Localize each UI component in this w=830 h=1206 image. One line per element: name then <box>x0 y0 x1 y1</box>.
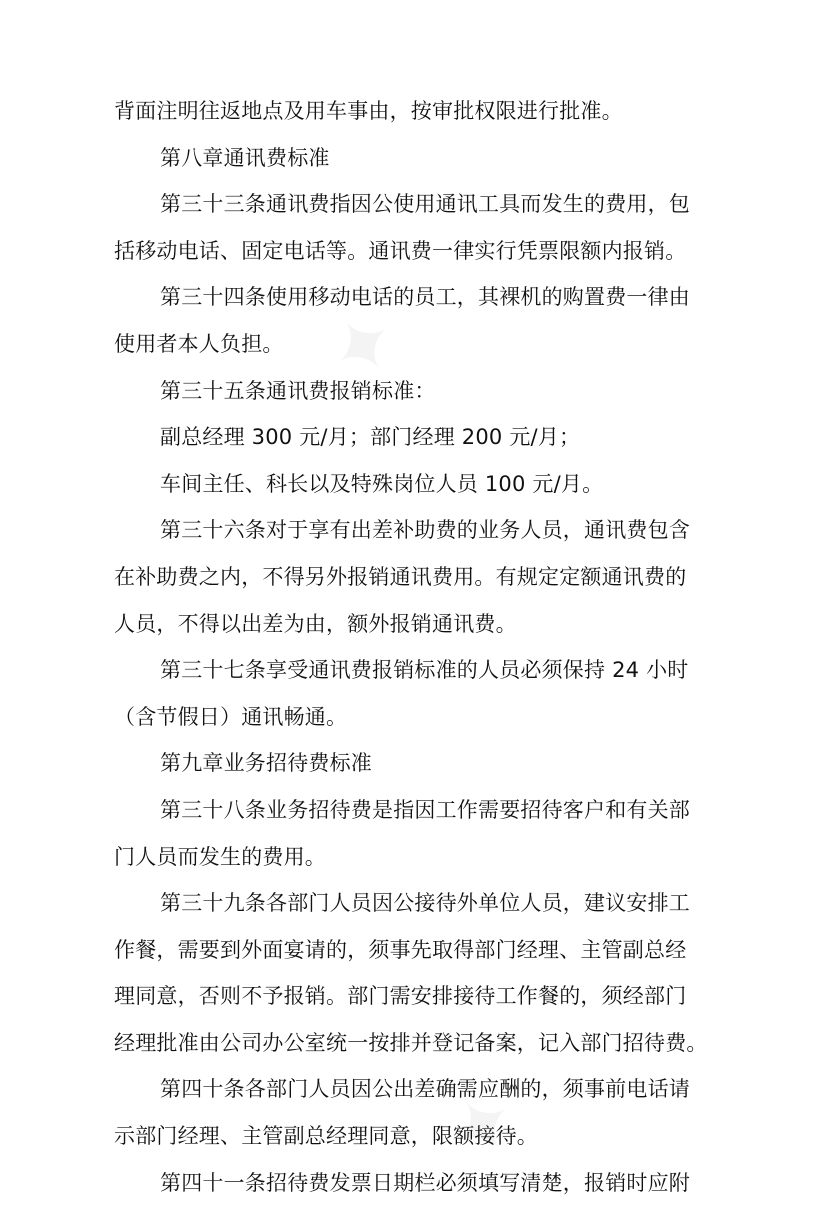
article-40: 第四十条各部门人员因公出差确需应酬的，须事前电话请 <box>160 1077 690 1102</box>
article-34: 第三十四条使用移动电话的员工，其裸机的购置费一律由 <box>160 285 690 310</box>
chapter-heading: 第八章通讯费标准 <box>160 145 330 170</box>
chapter-heading: 第九章业务招待费标准 <box>160 751 372 776</box>
article-40-continuation: 示部门经理、主管副总经理同意，限额接待。 <box>114 1124 538 1149</box>
article-35-item: 车间主任、科长以及特殊岗位人员 100 元/月。 <box>160 471 604 496</box>
article-33: 第三十三条通讯费指因公使用通讯工具而发生的费用，包 <box>160 192 690 217</box>
article-38: 第三十八条业务招待费是指因工作需要招待客户和有关部 <box>160 797 690 822</box>
article-35: 第三十五条通讯费报销标准： <box>160 378 436 403</box>
article-37-continuation: （含节假日）通讯畅通。 <box>114 704 348 729</box>
article-37: 第三十七条享受通讯费报销标准的人员必须保持 24 小时 <box>160 658 689 683</box>
article-36: 第三十六条对于享有出差补助费的业务人员，通讯费包含 <box>160 518 690 543</box>
paragraph-continuation: 背面注明往返地点及用车事由，按审批权限进行批准。 <box>114 99 623 123</box>
article-41: 第四十一条招待费发票日期栏必须填写清楚，报销时应附 <box>160 1170 690 1195</box>
document-body <box>114 88 726 1206</box>
article-39-continuation: 理同意，否则不予报销。部门需安排接待工作餐的，须经部门 <box>114 984 687 1009</box>
article-38-continuation: 门人员而发生的费用。 <box>114 844 326 869</box>
article-39-continuation: 经理批准由公司办公室统一按排并登记备案，记入部门招待费。 <box>114 1030 708 1055</box>
article-36-continuation: 在补助费之内，不得另外报销通讯费用。有规定定额通讯费的 <box>114 564 687 589</box>
article-34-continuation: 使用者本人负担。 <box>114 331 284 356</box>
article-35-item: 副总经理 300 元/月；部门经理 200 元/月； <box>160 425 581 450</box>
article-39-continuation: 作餐，需要到外面宴请的，须事先取得部门经理、主管副总经 <box>114 937 687 962</box>
article-39: 第三十九条各部门人员因公接待外单位人员，建议安排工 <box>160 891 690 916</box>
article-36-continuation: 人员，不得以出差为由，额外报销通讯费。 <box>114 611 517 636</box>
article-33-continuation: 括移动电话、固定电话等。通讯费一律实行凭票限额内报销。 <box>114 238 687 263</box>
